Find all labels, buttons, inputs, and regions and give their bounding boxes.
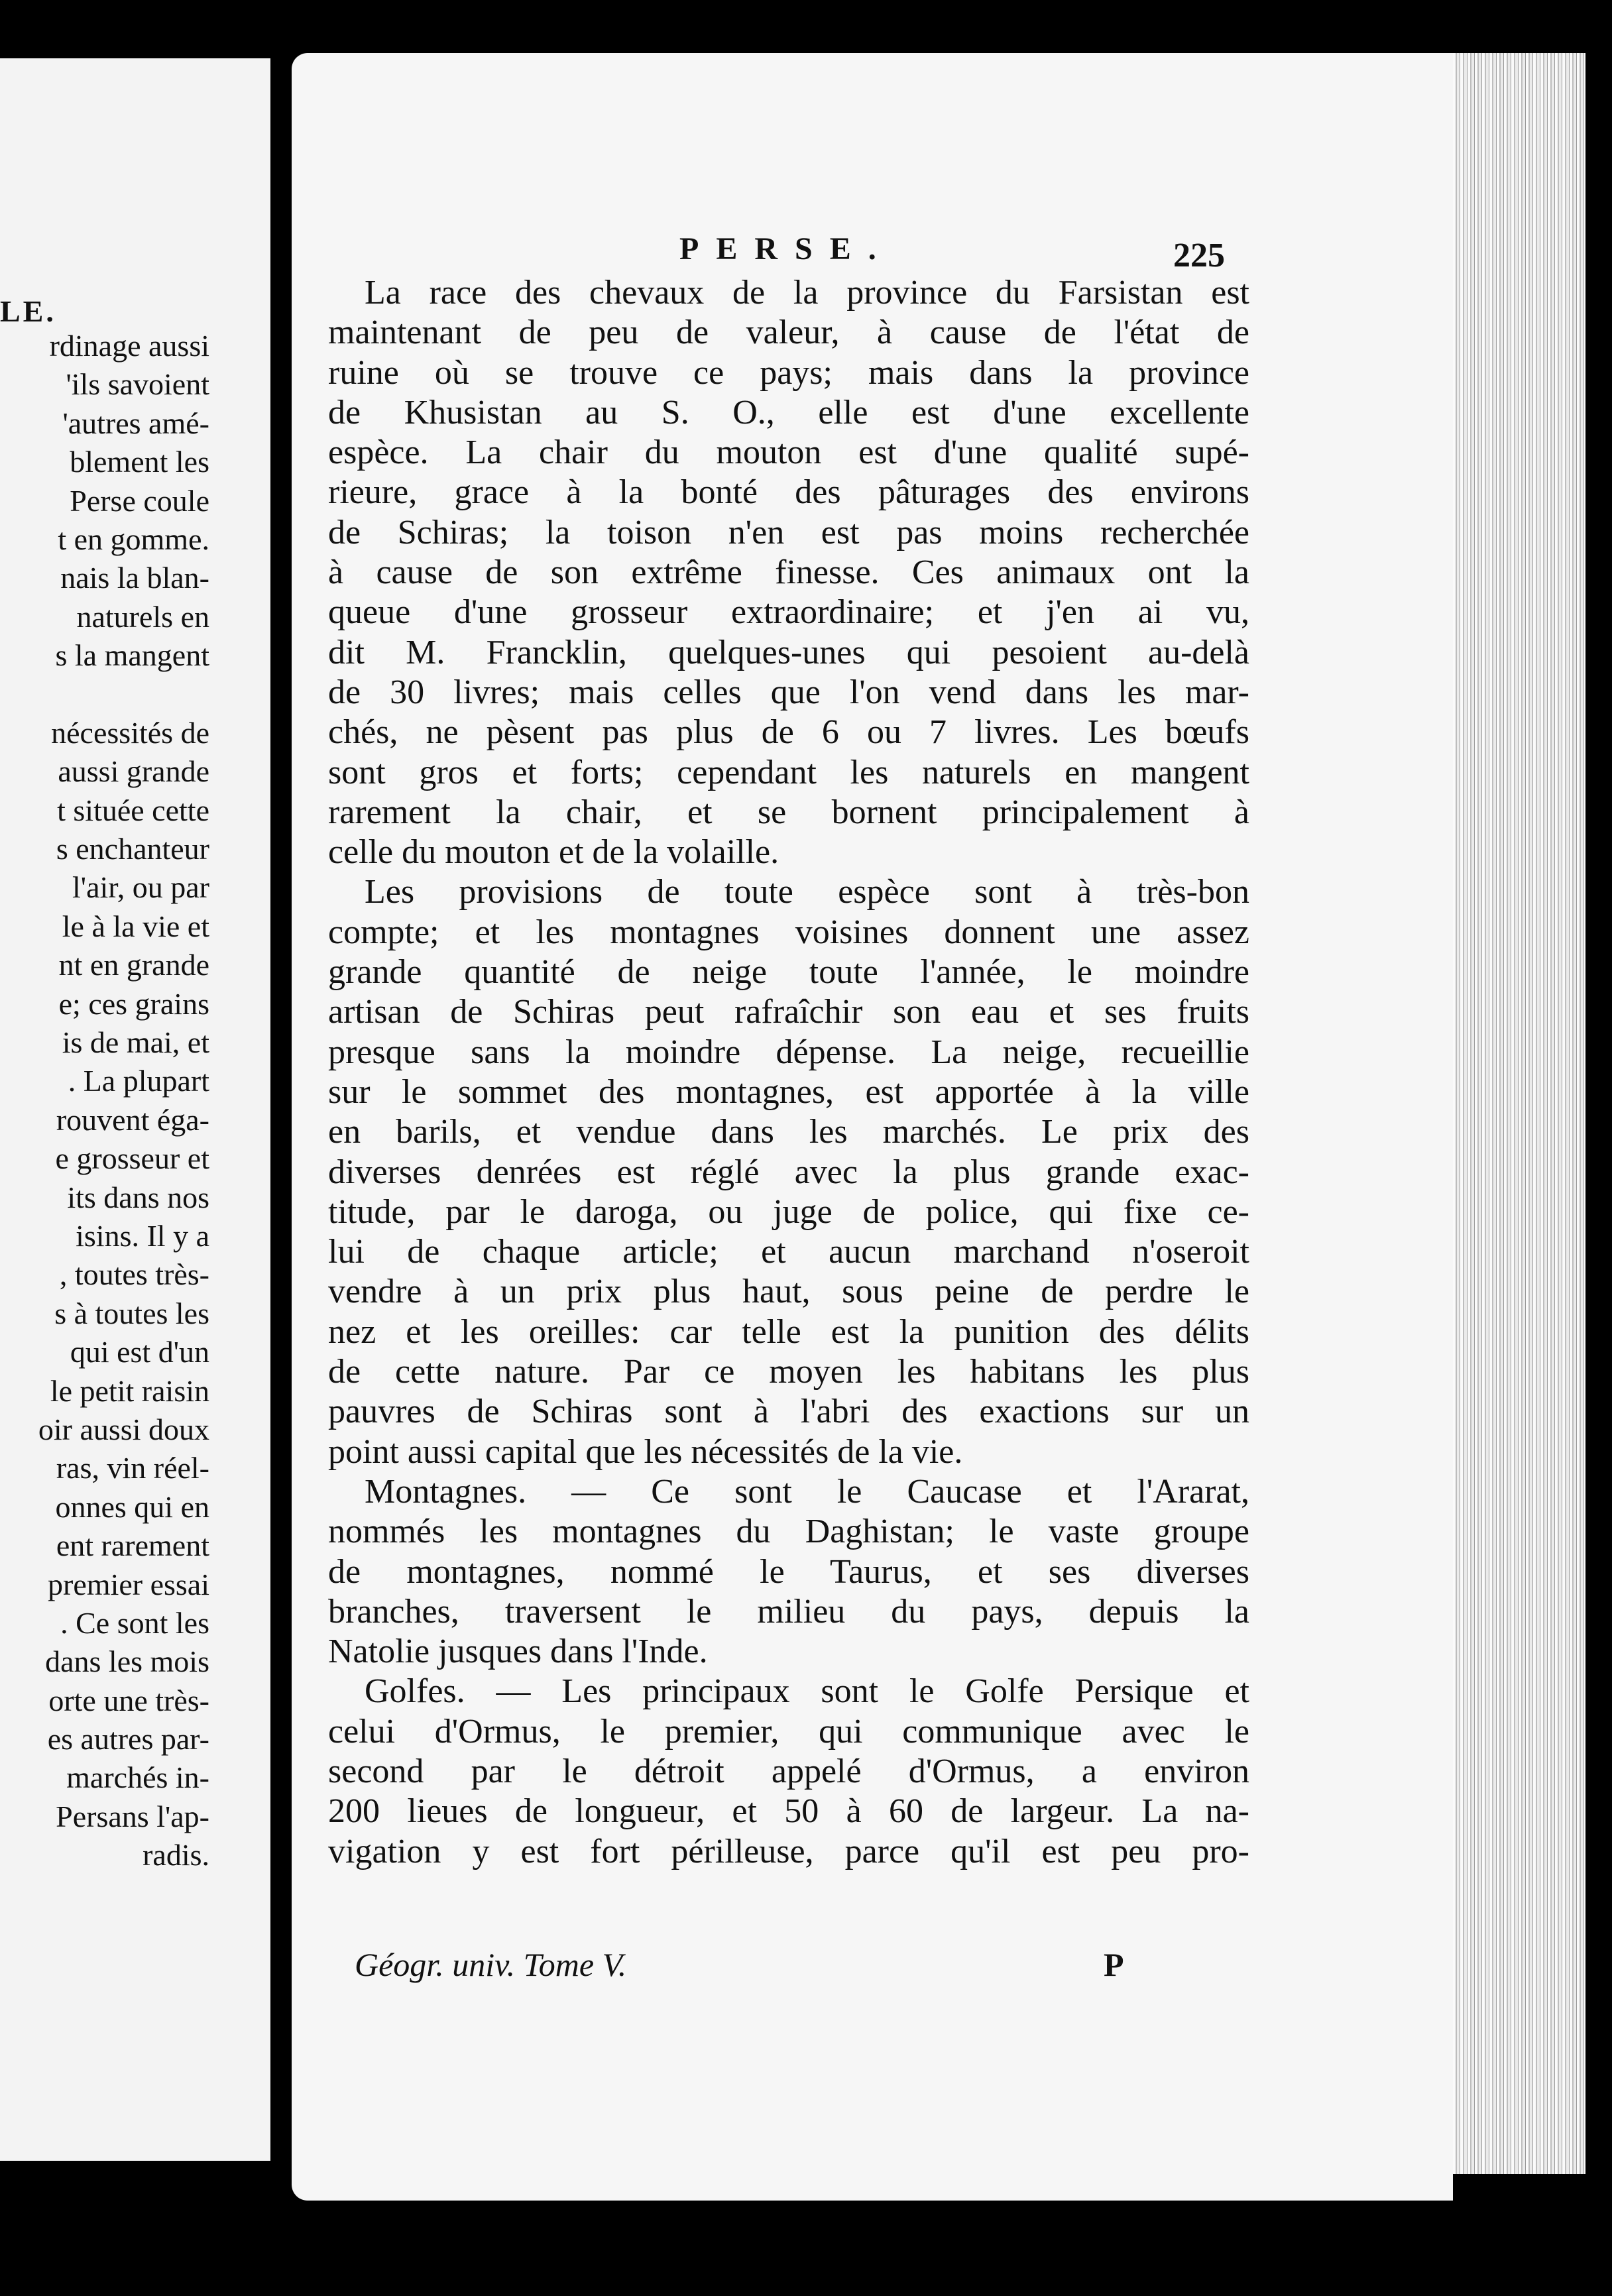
- text-line: marchés in-: [66, 1760, 209, 1795]
- text-line: branches, traversent le milieu du pays, depuis la: [328, 1592, 1249, 1631]
- running-head-title: PERSE.: [679, 231, 893, 266]
- text-line: [38, 675, 209, 714]
- footer-title: Géogr. univ. Tome V.: [355, 1946, 627, 1983]
- page-number: 225: [1173, 237, 1225, 274]
- text-line: maintenant de peu de valeur, à cause de l'état de: [328, 314, 1249, 352]
- book-page-edges: [1453, 53, 1585, 2174]
- text-line: s la mangent: [55, 638, 209, 673]
- text-line: artisan de Schiras peut rafraîchir son eau et ses fruits: [328, 993, 1249, 1031]
- signature-mark: P: [1104, 1946, 1124, 1983]
- text-line: lui de chaque article; et aucun marchand n'oseroit: [328, 1233, 1249, 1271]
- text-line: oir aussi doux: [38, 1412, 209, 1446]
- text-line: dans les mois: [45, 1644, 209, 1679]
- text-line: 200 lieues de longueur, et 50 à 60 de largeur. La na-: [328, 1792, 1249, 1831]
- right-page: [292, 53, 1453, 2201]
- text-line: rouvent éga-: [56, 1102, 209, 1137]
- text-line: t en gomme.: [58, 522, 209, 556]
- running-head: [292, 231, 1453, 277]
- text-line: de 30 livres; mais celles que l'on vend dans les mar-: [328, 673, 1249, 711]
- text-line: ent rarement: [56, 1528, 209, 1563]
- text-line: Les provisions de toute espèce sont à très-bon: [365, 873, 1249, 911]
- text-line: Natolie jusques dans l'Inde.: [328, 1633, 708, 1671]
- left-page: [0, 58, 270, 2161]
- text-line: nais la blan-: [60, 561, 209, 595]
- text-line: de Khusistan au S. O., elle est d'une excellente: [328, 393, 1249, 431]
- text-line: . Ce sont les: [60, 1605, 209, 1640]
- text-line: le à la vie et: [62, 909, 209, 943]
- text-line: de Schiras; la toison n'en est pas moins recherchée: [328, 513, 1249, 551]
- text-line: sur le sommet des montagnes, est apportée à la ville: [328, 1072, 1249, 1111]
- left-running-head: LE.: [0, 294, 56, 328]
- text-line: vendre à un prix plus haut, sous peine de perdre le: [328, 1273, 1249, 1311]
- text-line: blement les: [70, 445, 209, 479]
- text-line: diverses denrées est réglé avec la plus grande exac-: [328, 1153, 1249, 1191]
- left-page-text: [38, 327, 209, 1875]
- text-line: onnes qui en: [55, 1489, 209, 1524]
- text-line: titude, par le daroga, ou juge de police, qui fixe ce-: [328, 1192, 1249, 1231]
- text-line: e; ces grains: [58, 986, 209, 1021]
- text-line: à cause de son extrême finesse. Ces animaux ont la: [328, 553, 1249, 592]
- text-line: nt en grande: [58, 948, 209, 982]
- text-line: naturels en: [76, 599, 209, 634]
- text-line: s enchanteur: [56, 832, 209, 866]
- text-line: de montagnes, nommé le Taurus, et ses diverses: [328, 1552, 1249, 1591]
- page-footer: [355, 1945, 1249, 1992]
- text-line: queue d'une grosseur extraordinaire; et j'en ai vu,: [328, 593, 1249, 632]
- text-line: Golfes. — Les principaux sont le Golfe Persique et: [365, 1672, 1249, 1711]
- text-line: le petit raisin: [50, 1373, 209, 1408]
- text-line: e grosseur et: [55, 1141, 209, 1176]
- text-line: grande quantité de neige toute l'année, le moindre: [328, 953, 1249, 992]
- text-line: ruine où se trouve ce pays; mais dans la province: [328, 353, 1249, 392]
- text-line: dit M. Francklin, quelques-unes qui pesoient au-delà: [328, 633, 1249, 671]
- text-line: vigation y est fort périlleuse, parce qu'il est peu pro-: [328, 1832, 1249, 1870]
- text-line: radis.: [143, 1838, 209, 1872]
- text-line: de cette nature. Par ce moyen les habitans les plus: [328, 1353, 1249, 1391]
- text-line: 'autres amé-: [62, 406, 209, 440]
- text-line: orte une très-: [48, 1683, 209, 1717]
- text-line: chés, ne pèsent pas plus de 6 ou 7 livres. Les bœufs: [328, 713, 1249, 752]
- text-line: s à toutes les: [54, 1296, 209, 1330]
- text-line: , toutes très-: [59, 1257, 209, 1292]
- text-line: Persans l'ap-: [56, 1799, 209, 1833]
- text-line: pauvres de Schiras sont à l'abri des exactions sur un: [328, 1393, 1249, 1431]
- text-line: qui est d'un: [70, 1335, 209, 1369]
- text-line: nécessités de: [51, 715, 209, 750]
- text-line: en barils, et vendue dans les marchés. Le prix des: [328, 1113, 1249, 1151]
- text-line: sont gros et forts; cependant les naturels en mangent: [328, 753, 1249, 791]
- text-line: presque sans la moindre dépense. La neige, recueillie: [328, 1033, 1249, 1071]
- text-line: . La plupart: [68, 1064, 209, 1098]
- text-line: Montagnes. — Ce sont le Caucase et l'Ararat,: [365, 1472, 1249, 1511]
- text-line: aussi grande: [58, 754, 209, 789]
- text-line: ras, vin réel-: [56, 1451, 209, 1485]
- text-line: isins. Il y a: [76, 1218, 209, 1253]
- text-line: point aussi capital que les nécessités de la vie.: [328, 1432, 963, 1471]
- text-line: is de mai, et: [62, 1025, 209, 1060]
- text-line: La race des chevaux de la province du Farsistan est: [365, 274, 1249, 312]
- text-line: rieure, grace à la bonté des pâturages des environs: [328, 473, 1249, 512]
- text-line: premier essai: [48, 1567, 209, 1601]
- text-line: compte; et les montagnes voisines donnent une assez: [328, 913, 1249, 951]
- text-line: celle du mouton et de la volaille.: [328, 833, 779, 872]
- text-line: es autres par-: [47, 1722, 209, 1756]
- text-line: Perse coule: [70, 483, 209, 518]
- text-line: nommés les montagnes du Daghistan; le vaste groupe: [328, 1513, 1249, 1551]
- text-line: nez et les oreilles: car telle est la punition des délits: [328, 1312, 1249, 1351]
- body-text: [328, 273, 1249, 1872]
- text-line: 'ils savoient: [66, 367, 209, 402]
- text-line: espèce. La chair du mouton est d'une qualité supé-: [328, 433, 1249, 472]
- text-line: t située cette: [57, 793, 209, 827]
- text-line: l'air, ou par: [72, 870, 209, 905]
- text-line: second par le détroit appelé d'Ormus, a environ: [328, 1752, 1249, 1790]
- text-line: rdinage aussi: [49, 329, 209, 363]
- text-line: its dans nos: [67, 1180, 209, 1214]
- text-line: rarement la chair, et se bornent principalement à: [328, 793, 1249, 831]
- text-line: celui d'Ormus, le premier, qui communique avec le: [328, 1712, 1249, 1751]
